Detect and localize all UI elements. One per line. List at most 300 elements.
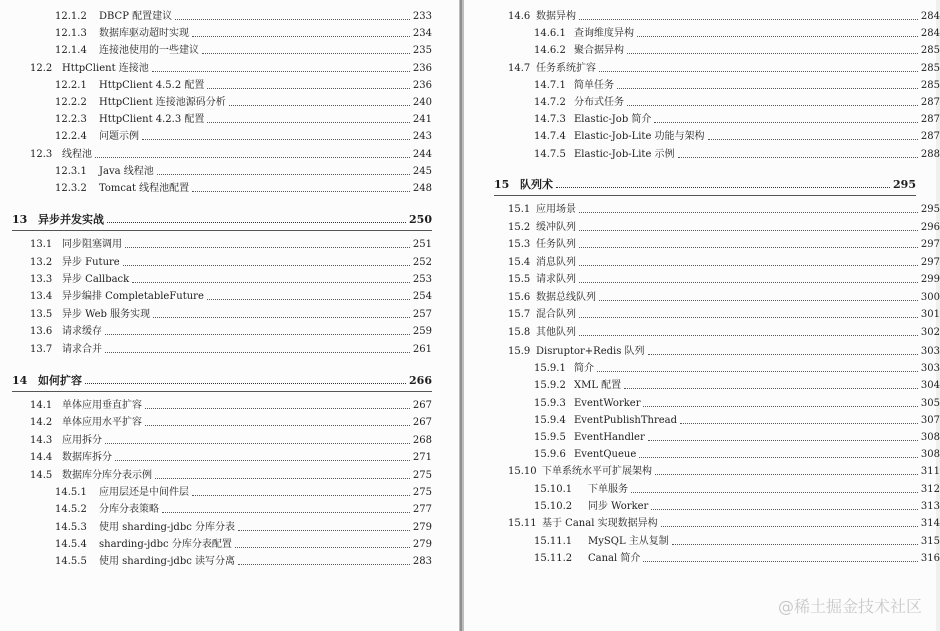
leader-dots [202, 53, 410, 54]
toc-title: 应用场景 [536, 204, 576, 215]
leader-dots [680, 423, 918, 424]
toc-number: 14.7.4 [534, 131, 566, 142]
toc-title: HttpClient 连接池源码分析 [99, 97, 226, 108]
toc-page-number: 288 [920, 149, 940, 160]
toc-page-number: 252 [412, 257, 432, 268]
toc-number: 12.3.1 [55, 166, 87, 177]
toc-page-number: 297 [920, 257, 940, 268]
leader-dots [637, 36, 918, 37]
toc-title: EventPublishThread [574, 415, 678, 426]
toc-title: HttpClient 4.2.3 配置 [99, 114, 205, 125]
toc-title: 简介 [574, 363, 594, 374]
toc-number: 13 [12, 213, 28, 226]
leader-dots [192, 495, 410, 496]
toc-title: 如何扩容 [38, 374, 82, 387]
toc-page-number: 296 [920, 222, 940, 233]
toc-title: 异步编排 CompletableFuture [62, 291, 204, 302]
toc-title: 请求合并 [62, 344, 102, 355]
leader-dots [132, 282, 410, 283]
toc-subsection-entry [534, 145, 940, 161]
toc-number: 13.2 [30, 257, 53, 268]
toc-number: 12.2.1 [55, 80, 87, 91]
toc-number: 14.7.3 [534, 114, 566, 125]
toc-number: 14.6.1 [534, 28, 566, 39]
toc-number: 15.10.2 [534, 501, 573, 512]
toc-page-number: 284 [920, 11, 940, 22]
leader-dots [142, 139, 410, 140]
leader-dots [639, 457, 918, 458]
toc-number: 13.4 [30, 291, 53, 302]
toc-subsection-entry [55, 179, 432, 195]
toc-subsection-entry [55, 41, 432, 57]
leader-dots [192, 191, 410, 192]
toc-page-number: 315 [920, 536, 940, 547]
leader-dots [579, 317, 918, 318]
toc-page-number: 305 [920, 398, 940, 409]
toc-number: 14.3 [30, 435, 53, 446]
leader-dots [708, 139, 918, 140]
toc-title: 单体应用水平扩容 [62, 417, 142, 428]
toc-section-entry [508, 7, 940, 23]
leader-dots [631, 492, 918, 493]
toc-page-number: 287 [920, 131, 940, 142]
leader-dots [95, 157, 410, 158]
toc-subsection-entry [534, 76, 940, 92]
toc-page-number: 279 [412, 522, 432, 533]
toc-number: 15.4 [508, 257, 531, 268]
toc-page-number: 236 [412, 63, 432, 74]
toc-subsection-entry [534, 93, 940, 109]
toc-number: 15.11 [508, 518, 537, 529]
toc-number: 12.3 [30, 149, 53, 160]
leader-dots [654, 122, 918, 123]
toc-section-entry [508, 235, 940, 251]
toc-subsection-entry [534, 532, 940, 548]
toc-page-number: 300 [920, 292, 940, 303]
toc-page-number: 254 [412, 291, 432, 302]
leader-dots [192, 36, 410, 37]
leader-dots [624, 388, 918, 389]
toc-title: 应用层还是中间件层 [99, 487, 189, 498]
toc-page-number: 285 [920, 63, 940, 74]
toc-page-number: 245 [412, 166, 432, 177]
leader-dots [627, 105, 918, 106]
leader-dots [643, 406, 917, 407]
toc-number: 15.9.2 [534, 380, 566, 391]
toc-number: 15 [494, 178, 510, 191]
toc-section-entry [508, 59, 940, 75]
toc-subsection-entry [534, 549, 940, 565]
toc-page-number: 271 [412, 452, 432, 463]
toc-title: 聚合据异构 [574, 45, 624, 56]
toc-title: 数据异构 [536, 11, 576, 22]
leader-dots [207, 299, 410, 300]
toc-title: 异步 Callback [62, 274, 130, 285]
leader-dots [579, 247, 918, 248]
toc-title: 异步并发实战 [38, 213, 104, 226]
toc-number: 14.5.1 [55, 487, 87, 498]
leader-dots [238, 564, 410, 565]
toc-page-number: 266 [409, 374, 432, 387]
toc-number: 12.1.2 [55, 11, 87, 22]
toc-title: HttpClient 4.5.2 配置 [99, 80, 205, 91]
toc-section-entry [30, 145, 432, 161]
toc-title: 队列术 [520, 178, 553, 191]
toc-number: 15.11.1 [534, 536, 573, 547]
toc-subsection-entry [534, 497, 940, 513]
toc-title: 消息队列 [536, 257, 576, 268]
toc-section-entry [30, 466, 432, 482]
toc-title: 异步 Future [62, 257, 120, 268]
leader-dots [207, 122, 410, 123]
toc-title: 下单服务 [588, 484, 628, 495]
toc-title: 应用拆分 [62, 435, 102, 446]
leader-dots [105, 352, 410, 353]
toc-page-number: 253 [412, 274, 432, 285]
toc-page-number: 284 [920, 28, 940, 39]
leader-dots [579, 282, 918, 283]
leader-dots [145, 425, 410, 426]
toc-title: 查询维度异构 [574, 28, 634, 39]
toc-title: 数据总线队列 [536, 292, 596, 303]
toc-title: sharding-jdbc 分库分表配置 [99, 539, 232, 550]
toc-number: 15.10.1 [534, 484, 573, 495]
leader-dots [648, 354, 918, 355]
toc-subsection-entry [55, 110, 432, 126]
toc-section-entry [30, 322, 432, 338]
toc-page-number: 297 [920, 239, 940, 250]
toc-number: 15.7 [508, 309, 531, 320]
toc-page-number: 299 [920, 274, 940, 285]
toc-page-number: 308 [920, 432, 940, 443]
toc-title: XML 配置 [574, 380, 622, 391]
toc-page-number: 301 [920, 309, 940, 320]
toc-number: 12.2.2 [55, 97, 87, 108]
toc-number: 14 [12, 374, 28, 387]
toc-number: 15.2 [508, 222, 531, 233]
toc-number: 14.1 [30, 400, 53, 411]
chapter-rule [494, 195, 916, 196]
toc-subsection-entry [55, 127, 432, 143]
watermark: @稀土掘金技术社区 [777, 597, 922, 616]
leader-dots [157, 174, 410, 175]
toc-subsection-entry [55, 162, 432, 178]
toc-title: 数据库分库分表示例 [62, 470, 152, 481]
toc-subsection-entry [534, 411, 940, 427]
toc-page-number: 304 [920, 380, 940, 391]
toc-page-number: 234 [412, 28, 432, 39]
toc-page-number: 236 [412, 80, 432, 91]
toc-section-entry [508, 323, 940, 339]
toc-number: 14.6 [508, 11, 531, 22]
leader-dots [597, 371, 918, 372]
toc-title: 数据库驱动超时实现 [99, 28, 189, 39]
toc-title: 线程池 [62, 149, 92, 160]
toc-title: Java 线程池 [99, 166, 154, 177]
leader-dots [678, 157, 918, 158]
toc-section-entry [508, 462, 940, 478]
toc-title: 分库分表策略 [99, 504, 159, 515]
toc-page-number: 267 [412, 417, 432, 428]
toc-title: 单体应用垂直扩容 [62, 400, 142, 411]
toc-title: 请求缓存 [62, 326, 102, 337]
leader-dots [617, 88, 918, 89]
leader-dots [153, 317, 410, 318]
toc-number: 14.7.5 [534, 149, 566, 160]
toc-page-number: 285 [920, 45, 940, 56]
toc-subsection-entry [55, 535, 432, 551]
toc-title: 任务系统扩容 [536, 63, 596, 74]
leader-dots [85, 383, 406, 384]
toc-page-number: 244 [412, 149, 432, 160]
toc-title: 使用 sharding-jdbc 读写分离 [99, 556, 235, 567]
toc-number: 15.5 [508, 274, 531, 285]
toc-number: 12.2.3 [55, 114, 87, 125]
leader-dots [162, 512, 410, 513]
toc-page-number: 268 [412, 435, 432, 446]
toc-title: HttpClient 连接池 [62, 63, 149, 74]
toc-page-number: 259 [412, 326, 432, 337]
toc-page-number: 277 [412, 504, 432, 515]
toc-title: 问题示例 [99, 131, 139, 142]
leader-dots [655, 474, 918, 475]
toc-title: Tomcat 线程池配置 [99, 183, 190, 194]
toc-number: 15.3 [508, 239, 531, 250]
leader-dots [627, 53, 918, 54]
leader-dots [556, 187, 890, 188]
toc-title: EventHandler [574, 432, 645, 443]
toc-number: 12.2 [30, 63, 53, 74]
toc-page-number: 313 [920, 501, 940, 512]
toc-title: 请求队列 [536, 274, 576, 285]
toc-number: 12.1.4 [55, 45, 87, 56]
toc-page-number: 243 [412, 131, 432, 142]
leader-dots [123, 265, 410, 266]
toc-page-number: 295 [920, 204, 940, 215]
toc-number: 15.6 [508, 292, 531, 303]
right-page [464, 0, 940, 631]
toc-subsection-entry [55, 93, 432, 109]
toc-page-number: 261 [412, 344, 432, 355]
toc-number: 13.5 [30, 309, 53, 320]
toc-number: 15.10 [508, 466, 537, 477]
toc-number: 14.4 [30, 452, 53, 463]
leader-dots [599, 300, 918, 301]
toc-title: Canal 简介 [588, 553, 641, 564]
toc-section-entry [30, 59, 432, 75]
toc-subsection-entry [534, 110, 940, 126]
toc-page-number: 308 [920, 449, 940, 460]
toc-number: 14.2 [30, 417, 53, 428]
leader-dots [579, 230, 918, 231]
leader-dots [599, 71, 918, 72]
toc-page-number: 240 [412, 97, 432, 108]
toc-number: 15.9.3 [534, 398, 566, 409]
toc-section-entry [30, 413, 432, 429]
toc-page-number: 287 [920, 114, 940, 125]
toc-page-number: 303 [920, 363, 940, 374]
toc-subsection-entry [55, 24, 432, 40]
toc-number: 14.5.5 [55, 556, 87, 567]
leader-dots [105, 334, 410, 335]
toc-subsection-entry [534, 359, 940, 375]
toc-title: 下单系统水平可扩展架构 [542, 466, 652, 477]
toc-page-number: 241 [412, 114, 432, 125]
toc-section-entry [30, 431, 432, 447]
toc-chapter-entry [494, 175, 916, 191]
toc-number: 15.11.2 [534, 553, 573, 564]
toc-number: 14.5 [30, 470, 53, 481]
toc-number: 14.7.1 [534, 80, 566, 91]
toc-section-entry [30, 287, 432, 303]
toc-number: 13.3 [30, 274, 53, 285]
toc-page-number: 316 [920, 553, 940, 564]
leader-dots [579, 19, 918, 20]
toc-title: 同步 Worker [588, 501, 649, 512]
leader-dots [579, 335, 918, 336]
toc-number: 12.3.2 [55, 183, 87, 194]
leader-dots [207, 88, 410, 89]
toc-page-number: 279 [412, 539, 432, 550]
toc-page-number: 287 [920, 97, 940, 108]
toc-title: Elastic-Job-Lite 功能与架构 [574, 131, 705, 142]
toc-number: 12.2.4 [55, 131, 87, 142]
toc-page-number: 250 [409, 213, 432, 226]
toc-page-number: 275 [412, 470, 432, 481]
toc-number: 14.5.3 [55, 522, 87, 533]
toc-title: DBCP 配置建议 [99, 11, 173, 22]
toc-page-number: 314 [920, 518, 940, 529]
toc-title: 缓冲队列 [536, 222, 576, 233]
leader-dots [238, 530, 410, 531]
leader-dots [115, 460, 410, 461]
toc-page-number: 257 [412, 309, 432, 320]
toc-section-entry [508, 288, 940, 304]
toc-section-entry [508, 218, 940, 234]
toc-page-number: 285 [920, 80, 940, 91]
left-page [0, 0, 459, 631]
toc-page-number: 251 [412, 239, 432, 250]
toc-subsection-entry [534, 41, 940, 57]
toc-title: 简单任务 [574, 80, 614, 91]
chapter-rule [12, 391, 432, 392]
toc-title: 数据库拆分 [62, 452, 112, 463]
toc-number: 14.7 [508, 63, 531, 74]
toc-number: 12.1.3 [55, 28, 87, 39]
toc-subsection-entry [55, 483, 432, 499]
toc-page-number: 267 [412, 400, 432, 411]
toc-number: 13.6 [30, 326, 53, 337]
leader-dots [672, 544, 918, 545]
toc-page-number: 248 [412, 183, 432, 194]
toc-section-entry [30, 305, 432, 321]
toc-title: 任务队列 [536, 239, 576, 250]
toc-number: 15.8 [508, 327, 531, 338]
toc-page-number: 307 [920, 415, 940, 426]
leader-dots [579, 265, 918, 266]
toc-number: 14.5.4 [55, 539, 87, 550]
toc-section-entry [30, 448, 432, 464]
toc-subsection-entry [534, 394, 940, 410]
leader-dots [661, 526, 918, 527]
toc-number: 15.9 [508, 346, 531, 357]
toc-section-entry [508, 253, 940, 269]
toc-section-entry [508, 270, 940, 286]
toc-page-number: 312 [920, 484, 940, 495]
toc-section-entry [508, 305, 940, 321]
toc-subsection-entry [534, 428, 940, 444]
toc-page-number: 283 [412, 556, 432, 567]
toc-section-entry [508, 342, 940, 358]
toc-page-number: 302 [920, 327, 940, 338]
toc-subsection-entry [55, 500, 432, 516]
leader-dots [579, 212, 918, 213]
toc-subsection-entry [55, 7, 432, 23]
chapter-rule [12, 230, 432, 231]
toc-subsection-entry [534, 480, 940, 496]
toc-number: 14.7.2 [534, 97, 566, 108]
toc-number: 15.9.1 [534, 363, 566, 374]
leader-dots [175, 19, 410, 20]
toc-chapter-entry [12, 210, 432, 226]
toc-title: Elastic-Job-Lite 示例 [574, 149, 675, 160]
toc-number: 13.1 [30, 239, 53, 250]
toc-title: Elastic-Job 简介 [574, 114, 652, 125]
leader-dots [107, 222, 406, 223]
toc-title: 基于 Canal 实现数据异构 [542, 518, 658, 529]
toc-page-number: 311 [920, 466, 940, 477]
toc-number: 15.9.5 [534, 432, 566, 443]
toc-number: 15.1 [508, 204, 531, 215]
leader-dots [145, 408, 410, 409]
toc-subsection-entry [534, 376, 940, 392]
toc-title: 异步 Web 服务实现 [62, 309, 151, 320]
toc-number: 14.5.2 [55, 504, 87, 515]
toc-number: 15.9.4 [534, 415, 566, 426]
toc-section-entry [30, 253, 432, 269]
toc-page-number: 295 [893, 178, 916, 191]
toc-section-entry [30, 270, 432, 286]
toc-title: Disruptor+Redis 队列 [536, 346, 645, 357]
toc-title: 使用 sharding-jdbc 分库分表 [99, 522, 235, 533]
toc-section-entry [30, 396, 432, 412]
toc-subsection-entry [55, 552, 432, 568]
leader-dots [125, 247, 410, 248]
toc-page-number: 275 [412, 487, 432, 498]
leader-dots [152, 71, 410, 72]
toc-title: 混合队列 [536, 309, 576, 320]
toc-number: 14.6.2 [534, 45, 566, 56]
leader-dots [105, 443, 410, 444]
toc-title: 连接池使用的一些建议 [99, 45, 199, 56]
toc-subsection-entry [534, 127, 940, 143]
toc-subsection-entry [534, 445, 940, 461]
toc-section-entry [508, 514, 940, 530]
leader-dots [155, 478, 410, 479]
leader-dots [235, 547, 410, 548]
toc-number: 15.9.6 [534, 449, 566, 460]
toc-subsection-entry [55, 76, 432, 92]
leader-dots [651, 509, 918, 510]
toc-subsection-entry [55, 518, 432, 534]
toc-title: MySQL 主从复制 [588, 536, 669, 547]
toc-title: 分布式任务 [574, 97, 624, 108]
toc-title: 其他队列 [536, 327, 576, 338]
toc-title: EventWorker [574, 398, 641, 409]
toc-section-entry [30, 235, 432, 251]
toc-title: EventQueue [574, 449, 637, 460]
toc-chapter-entry [12, 371, 432, 387]
